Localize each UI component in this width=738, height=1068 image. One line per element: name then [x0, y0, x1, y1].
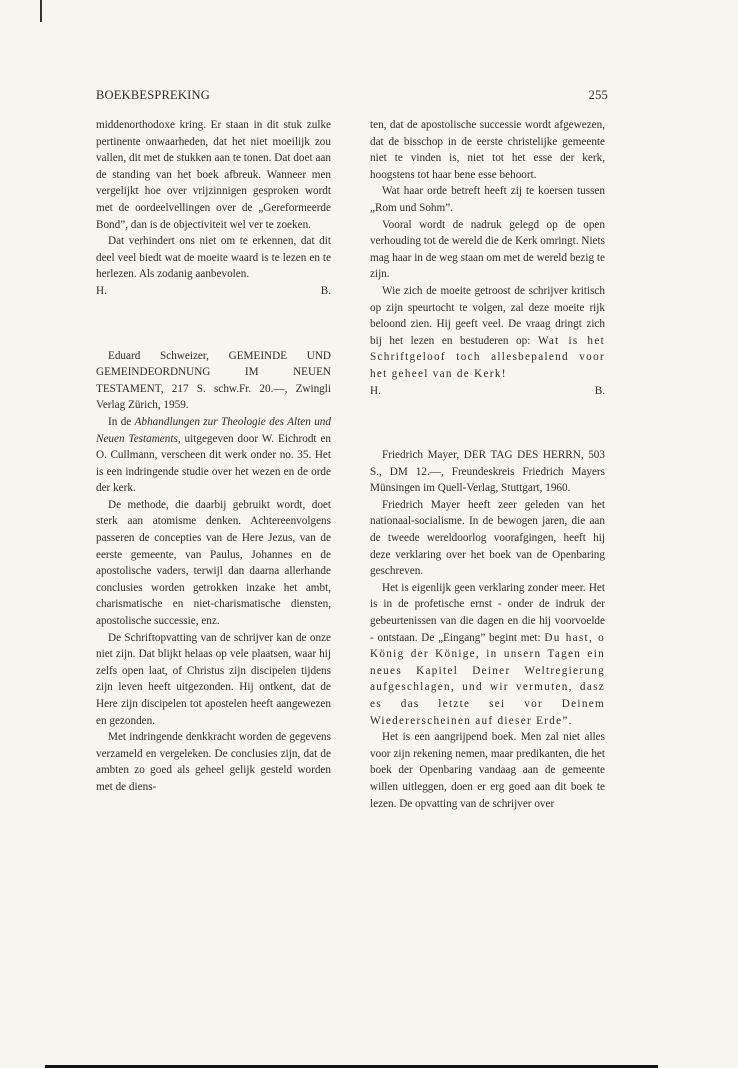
signature-initial-right: B. [320, 284, 331, 297]
signature-initial-right: B. [594, 384, 605, 397]
reviewer-signature [370, 383, 605, 400]
signature-initial-left: H. [370, 384, 381, 397]
book-citation: Eduard Schweizer, GEMEINDE UND GEMEINDEORDNUNG IM NEUEN TESTAMENT, 217 S. schw.Fr. 20.—, Zwingli Verlag Zürich, 1959. [96, 349, 331, 412]
paragraph: Het is een aangrijpend boek. Men zal niet alles voor zijn rekening nemen, maar predikanten, die het boek der Openbaring vandaag aan de gemeente willen uitleggen, doen er erg goed aan dit boek te lezen. De opvatting van de schrijver over [370, 731, 605, 810]
left-column [96, 117, 331, 796]
right-column [370, 117, 605, 812]
signature-initial-left: H. [96, 284, 107, 297]
paragraph: In de Abhandlungen zur Theologie des Alten und Neuen Testaments, uitgegeven door W. Eichrodt en O. Cullmann, verscheen dit werk onder no. 35. Het is een indringende studie over het wezen en de orde der kerk. [96, 415, 332, 495]
paragraph: Friedrich Mayer heeft zeer geleden van het nationaal-socialisme. In de bewogen jaren, die aan de tweede wereldoorlog voorafgingen, heeft hij deze verklaring over het boek van de Openbaring geschreven. [370, 498, 605, 578]
paragraph: Met indringende denkkracht worden de gegevens verzameld en vergeleken. De conclusies zijn, dat de ambten zo goed als geheel gelijk gesteld worden met de diens- [96, 731, 331, 793]
paragraph: De Schriftopvatting van de schrijver kan de onze niet zijn. Dat blijkt helaas op vele plaatsen, waar hij zelfs open laat, of Christus zijn discipelen tijdens zijn leven heeft uitgezonden. Hij ontkent, dat de Here zijn discipelen tot apostelen heeft aangewezen en gezonden. [96, 631, 331, 727]
paragraph: Wie zich de moeite getroost de schrijver kritisch op zijn speurtocht te volgen, zal deze moeite rijk beloond zien. Hij geeft veel. De vraag dringt zich bij het lezen en bestuderen op: Wat is het Schriftgeloof toch allesbepalend voor het geheel van de Kerk! [370, 284, 606, 380]
paragraph: Wat haar orde betreft heeft zij te koersen tussen „Rom und Sohm”. [370, 185, 605, 214]
paragraph: middenorthodoxe kring. Er staan in dit stuk zulke pertinente onwaarheden, dat het niet moeilijk zou vallen, dit met de stukken aan te tonen. Dat doet aan de standing van het boek afbreuk. Wanneer men vergelijkt hoe over vrijzinnigen gesproken wordt met de oordeelvellingen over de „Gereformeerde Bond”, dan is de objectiviteit wel ver te zoeken. [96, 119, 331, 231]
reviewer-signature [96, 283, 331, 300]
paragraph: ten, dat de apostolische successie wordt afgewezen, dat de bisschop in de eerste christelijke gemeente niet te vinden is, niet tot het esse der kerk, hoogstens tot haar bene esse behoort. [370, 119, 605, 181]
paragraph: Vooral wordt de nadruk gelegd op de open verhouding tot de wereld die de Kerk omringt. Niets mag haar in de weg staan om met de wereld bezig te zijn. [370, 218, 605, 281]
paragraph: De methode, die daarbij gebruikt wordt, doet sterk aan atomisme denken. Achtereenvolgens passeren de concepties van de Here Jezus, van de eerste gemeente, van Paulus, Johannes en de apostolische vaders, terwijl dan daarna allerhande conclusies worden getrokken inzake het ambt, charismatische en niet-charismatische diensten, apostolische successie, enz. [96, 498, 331, 628]
book-citation: Friedrich Mayer, DER TAG DES HERRN, 503 S., DM 12.—, Freundeskreis Friedrich Mayers Münsingen im Quell-Verlag, Stuttgart, 1960. [370, 449, 605, 495]
spaced-emphasis: Wat is het Schriftgeloof toch allesbepalend voor het geheel van de Kerk! [370, 334, 606, 380]
scan-edge-mark [40, 0, 42, 22]
paragraph: Dat verhindert ons niet om te erkennen, dat dit deel veel biedt wat de moeite waard is te lezen en te herlezen. Als zodanig aanbevolen. [96, 235, 331, 281]
spaced-emphasis: Du hast, o König der Könige, in unsern Tagen ein neues Kapitel Deiner Weltregierung aufgeschlagen, und wir vermuten, dasz es das letzte sei vor Deinem Wiedererscheinen auf dieser Erde”. [370, 631, 605, 727]
running-title: BOEKBESPREKING [96, 88, 210, 102]
paragraph: Het is eigenlijk geen verklaring zonder meer. Het is in de profetische ernst - onder de indruk der gebeurtenissen van die dagen en die hij voorvoelde - ontstaan. De „Eingang” begint met: Du hast, o König der Könige, in unsern Tagen ein neues Kapitel Deiner Weltregierung aufgeschlagen, und wir vermuten, dasz es das letzte sei vor Deinem Wiedererscheinen auf dieser Erde”. [370, 581, 605, 727]
page-number: 255 [588, 88, 608, 102]
series-title: Abhandlungen zur Theologie des Alten und Neuen Testaments, [96, 415, 331, 445]
